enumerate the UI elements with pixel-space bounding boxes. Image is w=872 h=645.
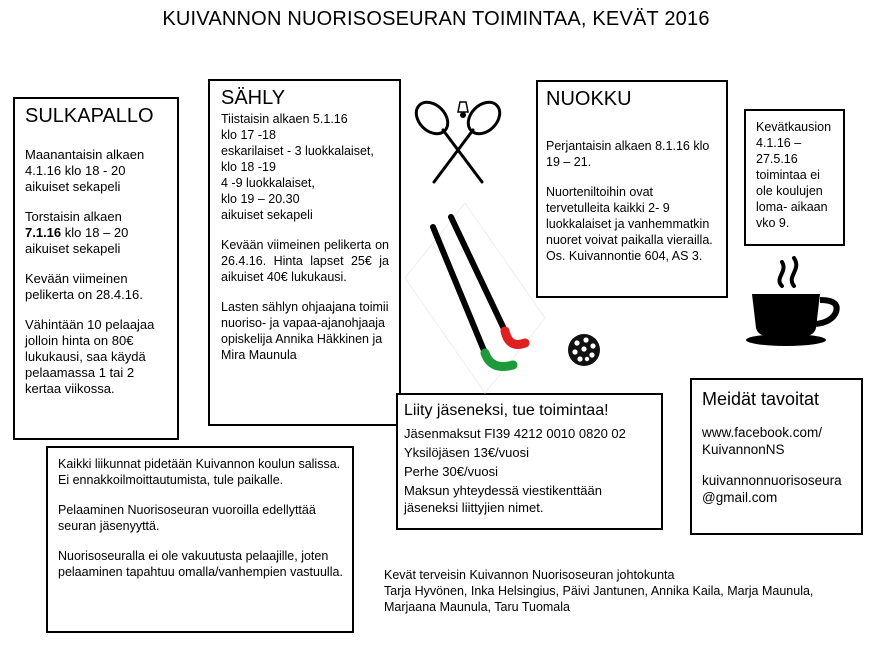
sahly-heading: SÄHLY: [221, 87, 286, 109]
sulkapallo-thursday-post: klo 18 – 20 aikuiset sekapeli: [25, 225, 129, 256]
sahly-price: Kevään viimeinen pelikerta on 26.4.16. Hinta lapset 25€ ja aikuiset 40€ lukukausi.: [221, 238, 389, 284]
kevatkausi-box: [744, 109, 845, 246]
sulkapallo-box: [13, 97, 179, 440]
sahly-box: [208, 79, 401, 426]
nuokku-time: Perjantaisin alkaen 8.1.16 klo 19 – 21.: [546, 139, 710, 169]
sulkapallo-thursday-date: 7.1.16: [25, 225, 62, 240]
kevatkausi-text: Kevätkausion 4.1.16 – 27.5.16 toimintaa ei ole koulujen loma- aikaan vko 9.: [756, 120, 832, 230]
sahly-schedule: [221, 111, 389, 223]
nuokku-info: Nuorteniltoihin ovat tervetulleita kaikki 2- 9 luokkalaiset ja vanhemmatkin nuoret voivat paikalla vierailla. Os. Kuivannontie 604, AS 3.: [546, 185, 713, 263]
floorball-sticks-icon: [405, 203, 545, 393]
membership-details: [404, 425, 655, 516]
sulkapallo-last: Kevään viimeinen pelikerta on 28.4.16.: [25, 271, 143, 302]
sahly-line: aikuiset sekapeli: [221, 208, 313, 222]
general-info-box: [46, 446, 354, 633]
floorball-ball-icon: [566, 332, 602, 368]
membership-family-fee: Perhe 30€/vuosi: [404, 464, 498, 479]
contact-box: [690, 378, 863, 535]
nuokku-box: [536, 80, 728, 298]
general-insurance: Nuorisoseuralla ei ole vakuutusta pelaajille, joten pelaaminen tapahtuu omalla/vanhempien vastuulla.: [58, 549, 343, 579]
greetings-names: Tarja Hyvönen, Inka Helsingius, Päivi Jantunen, Annika Kaila, Marja Maunula, Marjaana Maunula, Taru Tuomala: [384, 584, 814, 614]
sulkapallo-price: Vähintään 10 pelaajaa jolloin hinta on 80€ lukukausi, saa käydä pelaamassa 1 tai 2 kertaa viikossa.: [25, 317, 155, 396]
sahly-line: 4 -9 luokkalaiset,: [221, 176, 315, 190]
general-location: Kaikki liikunnat pidetään Kuivannon koulun salissa. Ei ennakkoilmoittautumista, tule paikalle.: [58, 457, 341, 487]
sulkapallo-monday: Maanantaisin alkaen 4.1.16 klo 18 - 20 aikuiset sekapeli: [25, 147, 145, 194]
sahly-coach: Lasten sählyn ohjaajana toimii nuoriso- ja vapaa-ajanohjaaja opiskelija Annika Häkkinen ja Mira Maunula: [221, 300, 389, 362]
sahly-line: klo 19 – 20.30: [221, 192, 300, 206]
coffee-cup-icon: [744, 254, 844, 348]
sulkapallo-thursday-pre: Torstaisin alkaen: [25, 209, 122, 224]
greetings: [384, 567, 854, 615]
general-membership: Pelaaminen Nuorisoseuran vuoroilla edellyttää seuran jäsenyyttä.: [58, 503, 316, 533]
sahly-line: klo 17 -18: [221, 128, 276, 142]
contact-email: kuivannonnuorisoseura @gmail.com: [702, 473, 842, 505]
sahly-line: Tiistaisin alkaen 5.1.16: [221, 112, 348, 126]
nuokku-heading: NUOKKU: [546, 88, 632, 110]
sahly-line: klo 18 -19: [221, 160, 276, 174]
sahly-line: eskarilaiset - 3 luokkalaiset,: [221, 144, 374, 158]
membership-message: Maksun yhteydessä viestikenttään jäseneksi liittyjien nimet.: [404, 483, 602, 515]
badminton-rackets-icon: [410, 90, 510, 190]
sulkapallo-heading: SULKAPALLO: [25, 105, 154, 127]
membership-box: [396, 393, 663, 530]
page-title: KUIVANNON NUORISOSEURAN TOIMINTAA, KEVÄT 2016: [162, 8, 710, 30]
membership-single-fee: Yksilöjäsen 13€/vuosi: [404, 445, 530, 460]
contact-heading: Meidät tavoitat: [702, 389, 820, 409]
greetings-line: Kevät terveisin Kuivannon Nuorisoseuran johtokunta: [384, 568, 675, 582]
contact-facebook: www.facebook.com/ KuivannonNS: [702, 425, 823, 457]
membership-heading: Liity jäseneksi, tue toimintaa!: [404, 402, 609, 419]
sulkapallo-thursday: [25, 209, 169, 257]
membership-account: Jäsenmaksut FI39 4212 0010 0820 02: [404, 426, 626, 441]
